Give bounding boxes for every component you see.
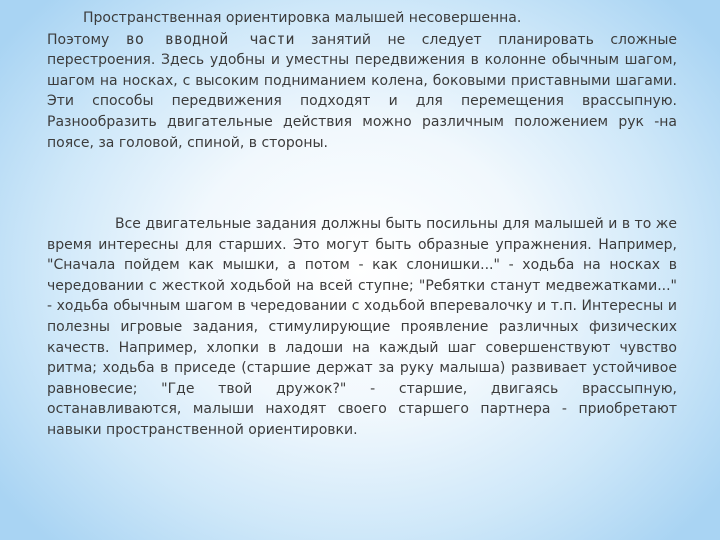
paragraph-1-heading-line: Пространственная ориентировка малышей несовершенна. — [83, 10, 522, 26]
paragraph-1 — [47, 8, 677, 153]
paragraph-1-text-start: Поэтому — [47, 31, 126, 48]
paragraph-1-emphasis: во вводной части — [125, 29, 295, 48]
paragraph-2-text: Все двигательные задания должны быть посильны для малышей и в то же время интересны для старших. Это могут быть образные упражнения. Например, "Сначала пойдем как мышки, а потом - как слонишки..." - ходьба на носках в чередовании с жесткой ходьбой на всей ступне; "Ребятки станут медвежатками..." - ходьба обычным шагом в чередовании с ходьбой вперевалочку и т.п. Интересны и полезны игровые задания, стимулирующие проявление различных физических качеств. Например, хлопки в ладоши на каждый шаг совершенствуют чувство ритма; ходьба в приседе (старшие держат за руку малыша) развивает устойчивое равновесие; "Где твой дружок?" - старшие, двигаясь врассыпную, останавливаются, малыши находят своего старшего партнера - приобретают навыки пространственной ориентировки. — [47, 216, 677, 438]
paragraph-2 — [47, 214, 677, 441]
paragraph-1-text-rest: занятий не следует планировать сложные перестроения. Здесь удобны и уместны передвижения в колонне обычным шагом, шагом на носках, с высоким подниманием колена, боковыми приставными шагами. Эти способы передвижения подходят и для перемещения врассыпную. Разнообразить двигательные действия можно различным положением рук -на поясе, за головой, спиной, в стороны. — [47, 31, 677, 151]
